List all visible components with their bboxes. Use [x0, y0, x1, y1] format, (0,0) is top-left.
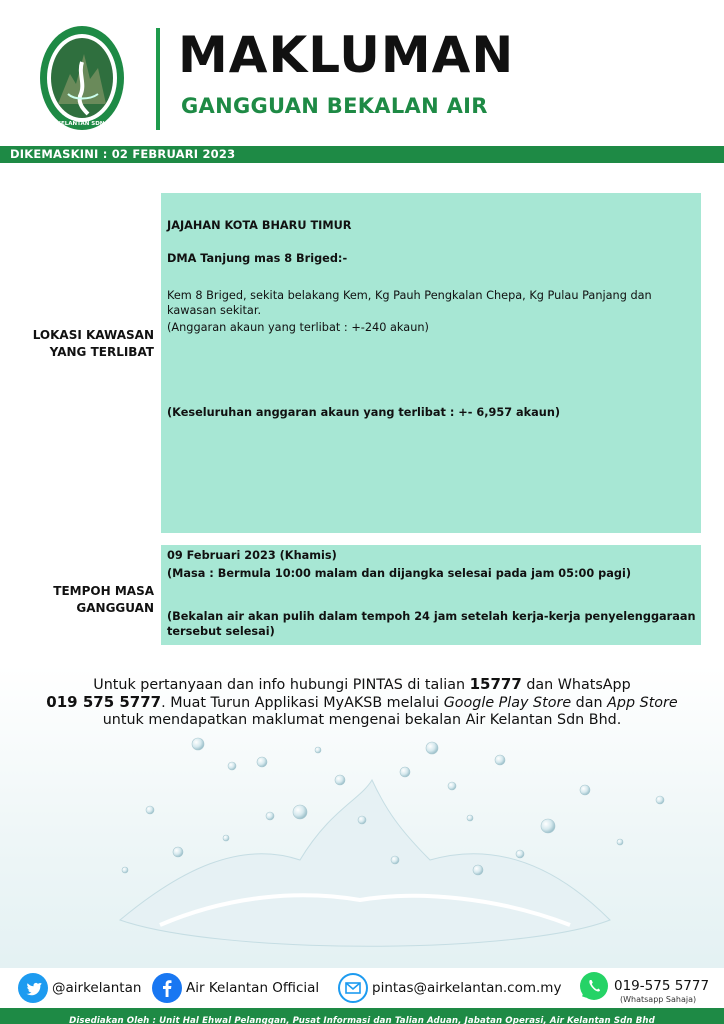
logo-text: AIR KELANTAN SDN BHD — [44, 121, 120, 127]
air-kelantan-logo — [38, 24, 126, 132]
contact-text-5: untuk mendapatkan maklumat mengenai bekalan Air Kelantan Sdn Bhd. — [102, 712, 622, 728]
facebook-icon — [152, 973, 182, 1003]
app-store: App Store — [607, 695, 678, 711]
period-label — [10, 583, 154, 617]
dma-name: DMA Tanjung mas 8 Briged:- — [167, 252, 348, 265]
location-label — [10, 327, 154, 361]
recovery-note: (Bekalan air akan pulih dalam tempoh 24 jam setelah kerja-kerja penyelenggaraan tersebut selesai) — [167, 610, 696, 638]
page-subtitle: GANGGUAN BEKALAN AIR — [181, 94, 488, 118]
location-label-line2: YANG TERLIBAT — [49, 345, 154, 359]
contact-text-4: dan — [571, 695, 608, 711]
total-accounts: (Keseluruhan anggaran akaun yang terlibat : +- 6,957 akaun) — [167, 406, 561, 419]
whatsapp-note: (Whatsapp Sahaja) — [620, 995, 697, 1004]
disruption-date: 09 Februari 2023 (Khamis) — [167, 549, 337, 562]
whatsapp-icon — [578, 970, 610, 1002]
pintas-hotline: 15777 — [469, 675, 522, 693]
contact-text-3: . Muat Turun Applikasi MyAKSB melalui — [161, 695, 444, 711]
period-box — [161, 545, 701, 645]
period-label-line1: TEMPOH MASA — [53, 584, 154, 598]
google-play-store: Google Play Store — [443, 695, 572, 711]
email-icon — [338, 973, 368, 1003]
location-box — [161, 193, 701, 533]
affected-areas: Kem 8 Briged, sekita belakang Kem, Kg Pauh Pengkalan Chepa, Kg Pulau Panjang dan kawasan sekitar. — [167, 289, 652, 317]
email-contact[interactable] — [338, 973, 561, 1003]
updated-bar — [0, 146, 724, 163]
twitter-contact[interactable] — [18, 973, 141, 1003]
prepared-by-bar — [0, 1008, 724, 1024]
updated-date: DIKEMASKINI : 02 FEBRUARI 2023 — [10, 147, 236, 161]
water-splash-image — [0, 720, 724, 970]
location-label-line1: LOKASI KAWASAN — [32, 328, 154, 342]
contact-text-1: Untuk pertanyaan dan info hubungi PINTAS di talian — [93, 677, 470, 693]
disruption-time: (Masa : Bermula 10:00 malam dan dijangka selesai pada jam 05:00 pagi) — [167, 567, 632, 580]
twitter-icon — [18, 973, 48, 1003]
facebook-page[interactable]: Air Kelantan Official — [186, 980, 320, 996]
whatsapp-number: 019 575 5777 — [46, 693, 162, 711]
prepared-by: Disediakan Oleh : Unit Hal Ehwal Pelanggan, Pusat Informasi dan Talian Aduan, Jabatan Operasi, Air Kelantan Sdn Bhd — [69, 1016, 655, 1024]
header-divider — [156, 28, 160, 130]
district-name: JAJAHAN KOTA BHARU TIMUR — [167, 219, 352, 232]
period-label-line2: GANGGUAN — [76, 601, 154, 615]
page-title: MAKLUMAN — [178, 26, 515, 84]
contact-text-2: dan WhatsApp — [521, 677, 631, 693]
affected-accounts: (Anggaran akaun yang terlibat : +-240 akaun) — [167, 321, 429, 334]
email-address[interactable]: pintas@airkelantan.com.my — [372, 980, 562, 996]
twitter-handle[interactable]: @airkelantan — [52, 980, 142, 996]
facebook-contact[interactable] — [152, 973, 319, 1003]
whatsapp-phone[interactable]: 019-575 5777 — [614, 978, 710, 994]
